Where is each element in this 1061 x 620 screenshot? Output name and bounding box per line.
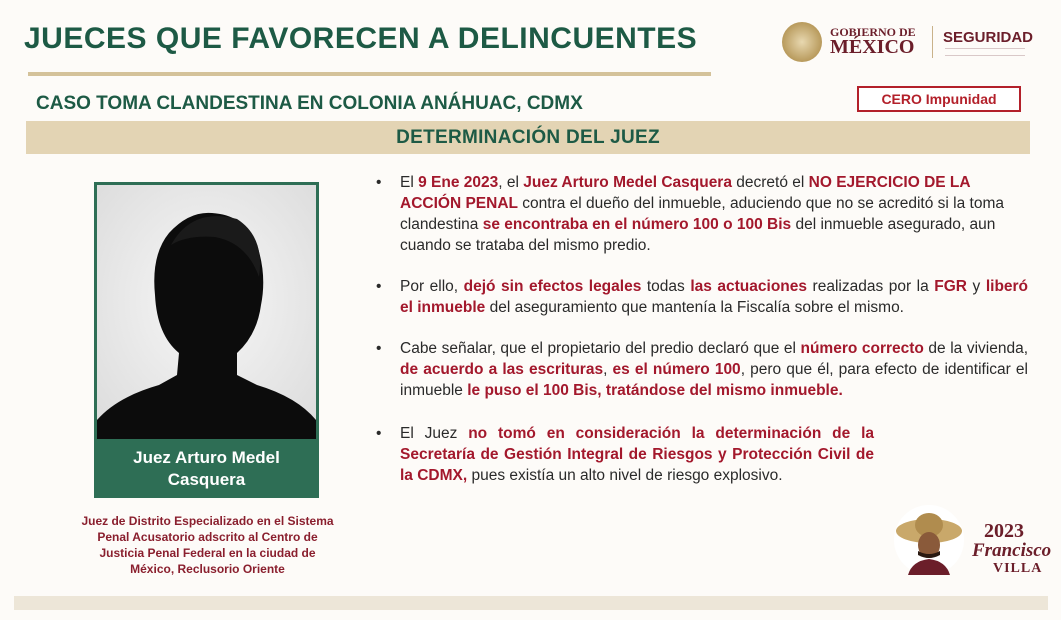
bullet-highlight: las actuaciones [690, 278, 808, 295]
bullet-text: , [603, 361, 613, 378]
bullet-text: del inmueble asegurado, aun cuando se trataba del mismo predio. [400, 216, 996, 254]
bullet-highlight: de acuerdo a las escrituras [400, 361, 604, 378]
bullet-highlight: es el número 100 [612, 361, 741, 378]
section-banner [26, 121, 1030, 154]
bullet-text: pues existía un alto nivel de riesgo explosivo. [467, 467, 783, 484]
bullet-item [366, 338, 1028, 401]
bullet-highlight: número correcto [800, 340, 924, 357]
bullet-dot-icon: • [376, 340, 382, 357]
bullet-highlight: liberó el inmueble [400, 278, 1029, 316]
bullet-item [366, 172, 1030, 256]
bullet-text: El [400, 174, 419, 191]
bullet-highlight: 9 Ene 2023 [418, 174, 499, 191]
department-underline [945, 48, 1025, 56]
bullet-text: Cabe señalar, que el propietario del predio declaró que el [400, 340, 801, 357]
department-name: SEGURIDAD [943, 29, 1034, 46]
bullet-text: y [967, 278, 986, 295]
bullet-highlight: no tomó en consideración la determinación de la Secretaría de Gestión Integral de Riesgos y Protección Civil de la CDMX, [400, 425, 874, 484]
gov-line2: MÉXICO [830, 36, 915, 58]
bullet-text: contra el dueño del inmueble, aduciendo que no se acreditó si la toma clandestina [400, 195, 1004, 233]
bullet-text: El Juez [400, 425, 469, 442]
bullet-highlight: Juez Arturo Medel Casquera [523, 174, 732, 191]
logo-divider [932, 26, 933, 58]
bullet-dot-icon: • [376, 278, 382, 295]
page-title: JUECES QUE FAVORECEN A DELINCUENTES [24, 22, 698, 55]
bullet-dot-icon: • [376, 174, 382, 191]
judge-photo [94, 182, 319, 445]
bullet-text: realizadas por la [807, 278, 935, 295]
bullet-list [366, 172, 1028, 486]
emblem-year: 2023 [984, 520, 1024, 542]
emblem-last-name: VILLA [993, 561, 1043, 576]
sombrero-icon [894, 505, 964, 575]
silhouette-icon [97, 185, 316, 442]
bullet-text: de la vivienda, [923, 340, 1028, 357]
bullet-text: Por ello, [400, 278, 464, 295]
judge-name: Juez Arturo Medel Casquera [133, 448, 280, 489]
francisco-villa-portrait-icon [894, 505, 964, 575]
bullet-text: todas [641, 278, 691, 295]
bullet-text: , el [498, 174, 524, 191]
judge-caption: Juez de Distrito Especializado en el Sistema Penal Acusatorio adscrito al Centro de Justicia Penal Federal en la ciudad de México, Reclusorio Oriente [81, 514, 334, 576]
bullet-highlight: FGR [934, 278, 967, 295]
bullet-highlight: dejó sin efectos legales [463, 278, 642, 295]
bullet-highlight: le puso el 100 Bis, tratándose del mismo inmueble. [467, 382, 843, 399]
bullet-highlight: se encontraba en el número 100 o 100 Bis [482, 216, 792, 233]
section-heading: DETERMINACIÓN DEL JUEZ [396, 127, 660, 148]
judge-name-box [94, 439, 319, 498]
case-subtitle: CASO TOMA CLANDESTINA EN COLONIA ANÁHUAC, CDMX [36, 93, 583, 114]
bullet-item [366, 276, 1028, 318]
bullet-dot-icon: • [376, 425, 382, 442]
bullet-text: , pero que él, para efecto de identificar el inmueble [400, 361, 1028, 399]
emblem-first-name: Francisco [972, 540, 1052, 561]
gov-line1: GOBIERNO DE [830, 25, 916, 39]
title-underline [28, 72, 711, 76]
footer-band [14, 596, 1048, 610]
bullet-text: del aseguramiento que mantenía la Fiscalía sobre el mismo. [485, 299, 904, 316]
bullet-highlight: NO EJERCICIO DE LA ACCIÓN PENAL [400, 174, 970, 212]
bullet-item [366, 423, 874, 486]
cero-impunidad-stamp: CERO Impunidad [857, 86, 1021, 112]
coat-of-arms-icon [782, 22, 822, 62]
bullet-text: decretó el [731, 174, 809, 191]
